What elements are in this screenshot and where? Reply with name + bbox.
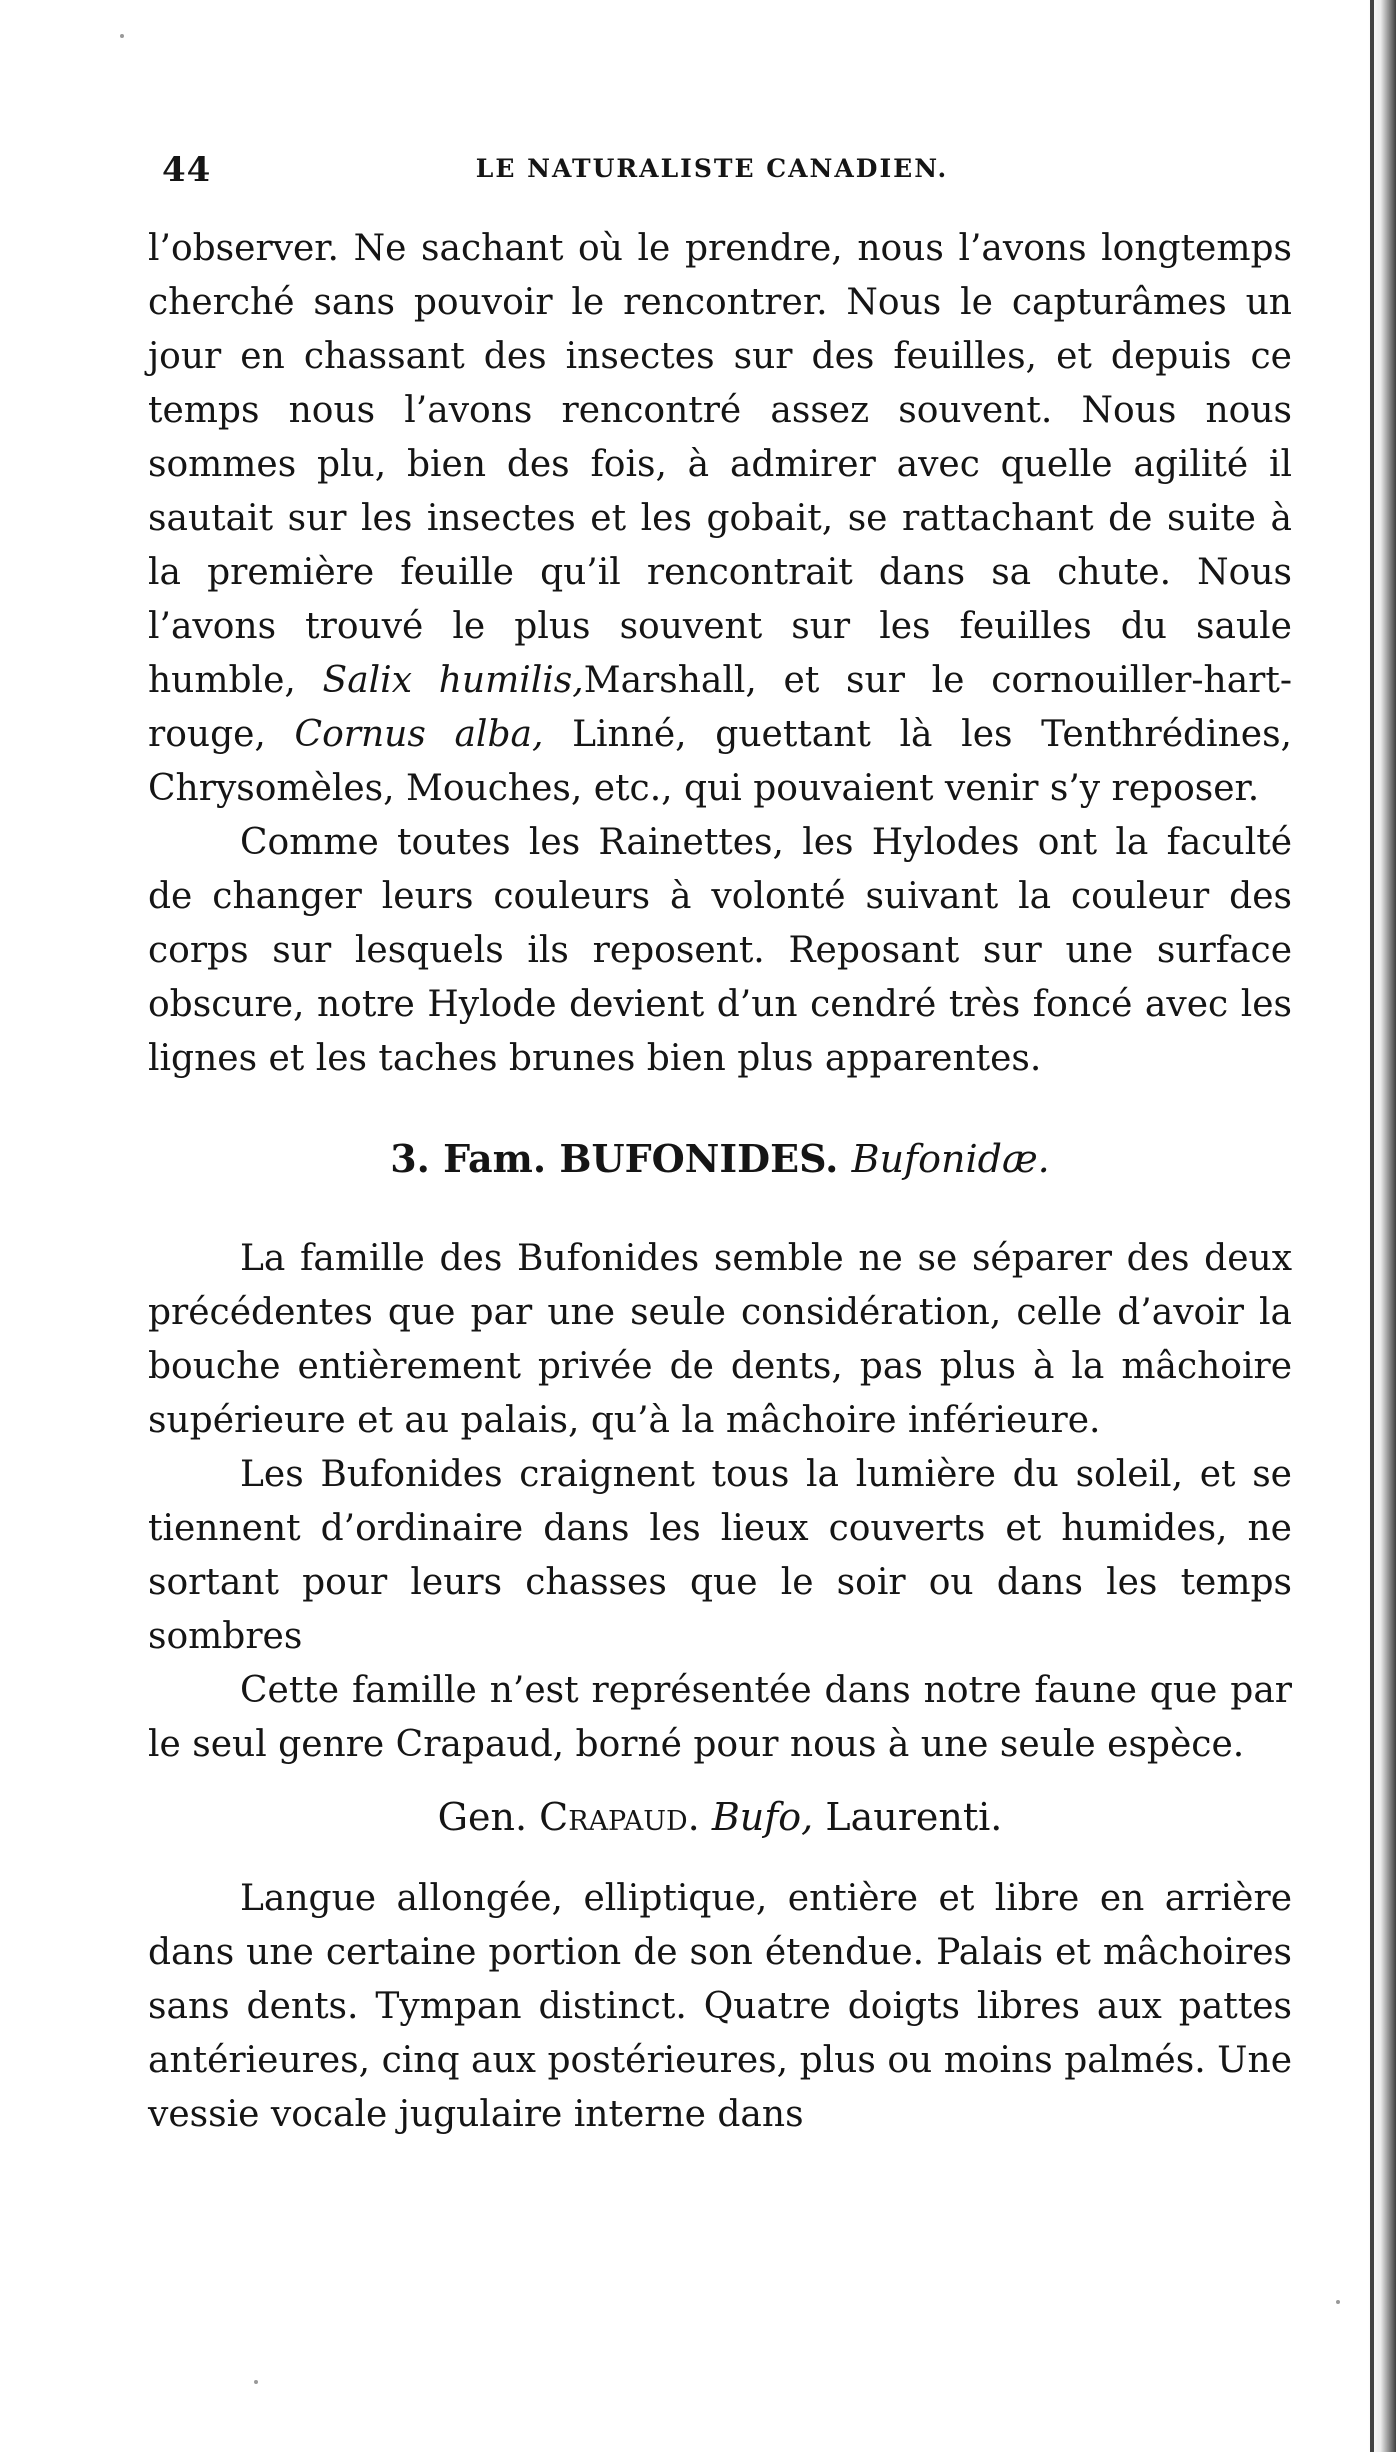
species-name-cornus: Cornus alba,: [294, 714, 544, 755]
paragraph-hylode-observation: [148, 222, 1292, 816]
paper-speck: [120, 34, 124, 38]
paragraph-genus-description: Langue allongée, elliptique, entière et libre en arrière dans une certaine portion de son étendue. Palais et mâchoires sans dents. Tympan distinct. Quatre doigts libres aux pattes antérieures, cinq aux postérieures, plus ou moins palmés. Une vessie vocale jugulaire interne dans: [148, 1878, 1292, 2135]
paragraph-text: Linné, guettant là les Tenthrédines, Chrysomèles, Mouches, etc., qui pouvaient venir s’y reposer.: [148, 714, 1292, 809]
running-title: LE NATURALISTE CANADIEN.: [475, 154, 949, 183]
species-name-salix: Salix humilis,: [322, 660, 584, 701]
genus-name: Crapaud.: [539, 1795, 700, 1839]
page-body: [148, 222, 1292, 2142]
section-latin-name: Bufonidæ.: [851, 1137, 1050, 1181]
page-edge-line: [1370, 0, 1374, 2452]
paragraph-text: Marshall, et sur le cornouiller-hart-rouge,: [148, 660, 1292, 755]
page-header: [162, 150, 1302, 198]
paragraph-bufonides-habits: Les Bufonides craignent tous la lumière du soleil, et se tiennent d’ordinaire dans les lieux couverts et humides, ne sortant pour leurs chasses que le soir ou dans les temps sombres: [148, 1454, 1292, 1657]
page-number: 44: [162, 150, 212, 190]
genus-latin-name: Bufo,: [711, 1795, 814, 1839]
paper-speck: [1336, 2300, 1340, 2304]
genus-label: Gen.: [437, 1795, 540, 1839]
section-name: BUFONIDES.: [559, 1136, 839, 1181]
section-heading-bufonides: [148, 1132, 1292, 1186]
paragraph-color-change: Comme toutes les Rainettes, les Hylodes ont la faculté de changer leurs couleurs à volonté suivant la couleur des corps sur lesquels ils reposent. Reposant sur une surface obscure, notre Hylode devient d’un cendré très foncé avec les lignes et les taches brunes bien plus apparentes.: [148, 822, 1292, 1079]
paragraph-bufonides-definition: La famille des Bufonides semble ne se séparer des deux précédentes que par une seule considération, celle d’avoir la bouche entièrement privée de dents, pas plus à la mâchoire supérieure et au palais, qu’à la mâchoire inférieure.: [148, 1238, 1292, 1441]
section-number: 3. Fam.: [390, 1136, 560, 1181]
genus-heading-crapaud: [148, 1790, 1292, 1844]
paragraph-text: l’observer. Ne sachant où le prendre, nous l’avons longtemps cherché sans pouvoir le rencontrer. Nous le capturâmes un jour en chassant des insectes sur des feuilles, et depuis ce temps nous l’avons rencontré assez souvent. Nous nous sommes plu, bien des fois, à admirer avec quelle agilité il sautait sur les insectes et les gobait, se rattachant de suite à la première feuille qu’il rencontrait dans sa chute. Nous l’avons trouvé le plus souvent sur les feuilles du saule humble,: [148, 228, 1292, 701]
paragraph-bufonides-fauna: Cette famille n’est représentée dans notre faune que par le seul genre Crapaud, borné pour nous à une seule espèce.: [148, 1670, 1292, 1765]
paper-speck: [254, 2380, 258, 2384]
genus-author: Laurenti.: [813, 1795, 1003, 1839]
